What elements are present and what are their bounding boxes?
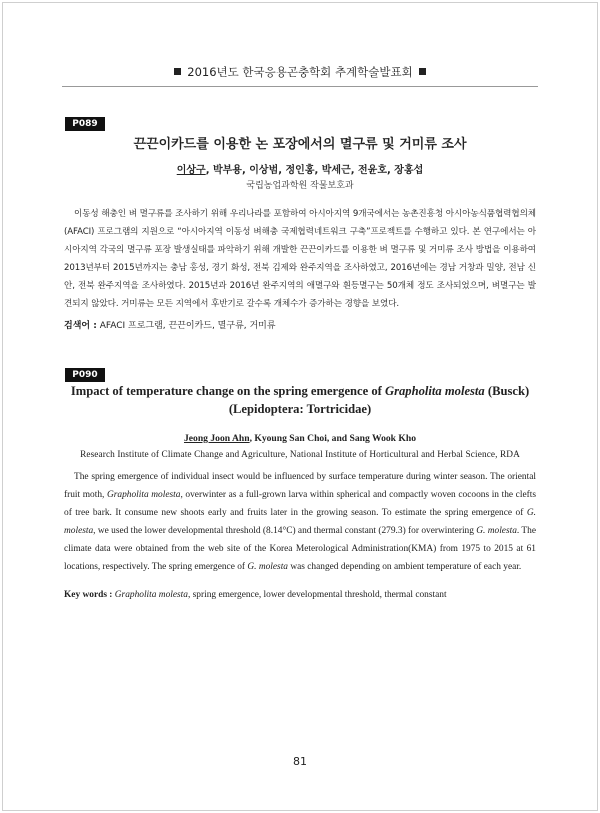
header-title: 2016년도 한국응용곤충학회 추계학술발표회 [187, 65, 413, 79]
co-authors: , 박부용, 이상범, 정인홍, 박세근, 전윤호, 장홍섭 [205, 165, 424, 176]
abstract-p090: The spring emergence of individual insect would be influenced by surface temperature during winter season. The oriental fruit moth, Grapholita molesta, overwinter as a full-grown larva within spherical and compactly woven cocoons in the clefts of tree bark. It consume new shoots early and fruits later in the growing season. To estimate the spring emergence of G. molesta, we used the lower developmental threshold (8.14°C) and thermal constant (279.3) for overwintering G. molesta. The climate data were obtained from the web site of the Korea Meterological Administration(KMA) from 1975 to 2015 at 61 locations, respectively. The spring emergence of G. molesta was changed depending on ambient temperature of each year. [64, 472, 537, 572]
affiliation-p089: 국립농업과학원 작물보호과 [246, 181, 354, 191]
header-divider [62, 86, 538, 87]
paper-tag-p090: P090 [65, 368, 105, 382]
abstract-p089: 이동성 해충인 벼 멸구류를 조사하기 위해 우리나라를 포함하여 아시아지역 9개국에서는 농촌진흥청 아시아농식품협력협의체(AFACI) 프로그램의 지원으로 “아시아지역 이동성 벼해충 국제협력네트워크 구축”프로젝트를 수행하고 있다. 본 연구에서는 아시아지역 각국의 멸구류 포장 발생실태를 파악하기 위해 개발한 끈끈이카드를 이용한 벼 멸구류 및 거미류 조사 방법을 이용하여 2013년부터 2015년까지는 충남 홍성, 경기 화성, 전북 김제와 완주지역을 조사하였고, 2016년에는 경남 거창과 밀양, 전남 신안, 전북 완주지역을 조사하였다. 2015년과 2016년 완주지역의 애멸구와 흰등멸구는 50개체 정도 조사되었으며, 벼멸구는 발견되지 않았다. 거미류는 모든 지역에서 후반기로 갈수록 개체수가 증가하는 경향을 보였다. [64, 209, 536, 309]
running-header [0, 64, 600, 80]
square-bullet-icon [174, 68, 181, 75]
paper-title-p090: Impact of temperature change on the spring emergence of Grapholita molesta (Busck) (Lepidoptera: Tortricidae) [70, 384, 530, 416]
square-bullet-icon [419, 68, 426, 75]
page-number: 81 [293, 755, 307, 768]
paper-tag-p089: P089 [65, 117, 105, 131]
keywords-label: Key words : [64, 590, 113, 600]
presenting-author: 이상구 [176, 165, 206, 176]
authors-p090 [0, 433, 600, 444]
keywords-values: , spring emergence, lower developmental threshold, thermal constant [187, 590, 447, 600]
keywords-species: Grapholita molesta [114, 590, 188, 600]
keywords-values: AFACI 프로그램, 끈끈이카드, 멸구류, 거미류 [96, 321, 276, 331]
paper-title-p089: 끈끈이카드를 이용한 논 포장에서의 멸구류 및 거미류 조사 [133, 137, 467, 152]
presenting-author: Jeong Joon Ahn [183, 433, 250, 444]
co-authors: , Kyoung San Choi, and Sang Wook Kho [249, 433, 417, 444]
keywords-p089 [64, 318, 276, 331]
keywords-label: 검색어 : [64, 321, 97, 331]
affiliation-p090: Research Institute of Climate Change and Agriculture, National Institute of Horticultural and Herbal Science, RDA [80, 450, 520, 460]
keywords-p090 [64, 590, 447, 600]
authors-p089 [0, 161, 600, 176]
